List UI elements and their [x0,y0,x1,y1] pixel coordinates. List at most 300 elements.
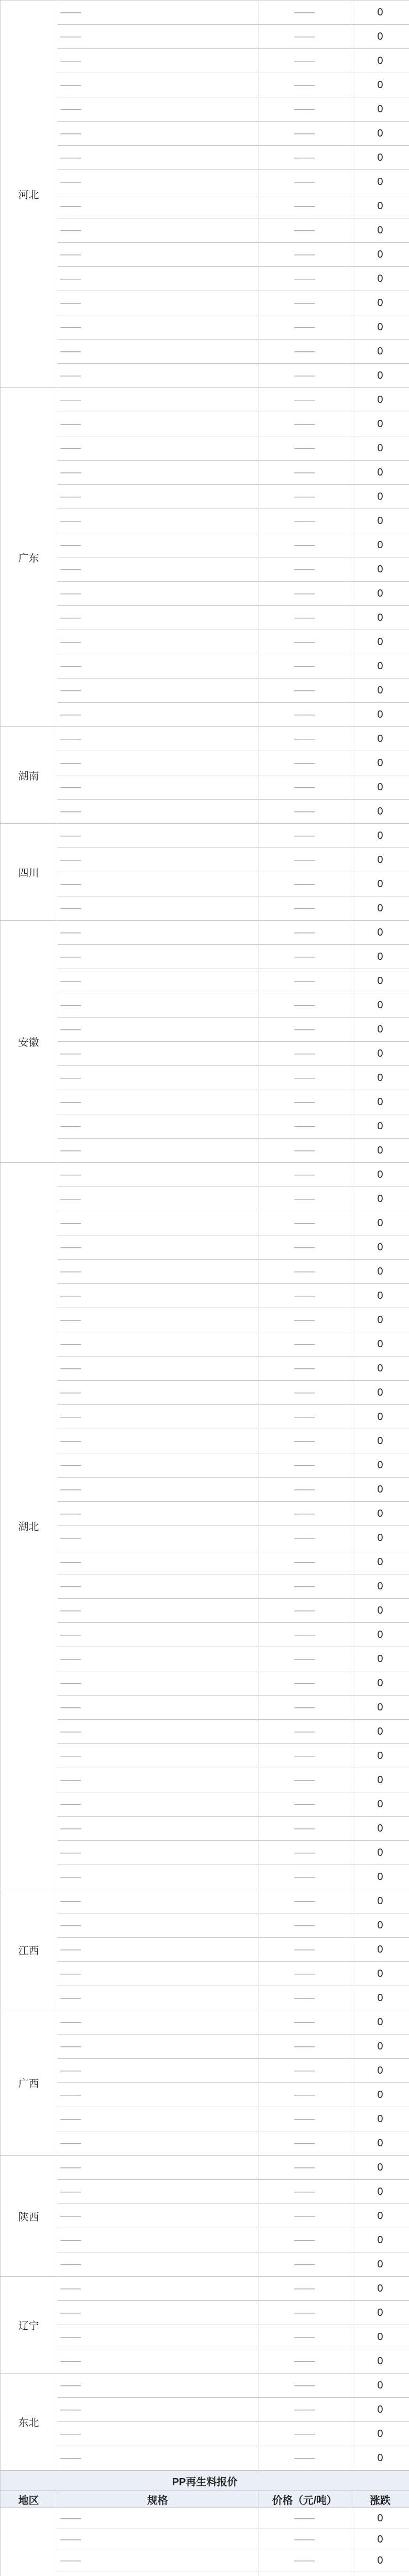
price-cell: —— [258,291,351,315]
product-name-cell: —— [57,2446,258,2470]
table-row [1,1599,409,1623]
price-cell: —— [258,1284,351,1308]
table-row [1,461,409,485]
product-name-cell: —— [57,1865,258,1889]
product-name-cell: —— [57,824,258,848]
price-cell: —— [258,921,351,945]
product-name-cell: —— [57,2059,258,2083]
product-name-cell: —— [57,2277,258,2301]
change-cell: 0 [351,1986,409,2010]
change-cell: 0 [351,1938,409,1962]
table-row [1,1744,409,1768]
product-name-cell: —— [57,1550,258,1574]
table-row [1,73,409,97]
price-cell: —— [258,146,351,170]
table-row [1,872,409,896]
product-name-cell: —— [57,73,258,97]
change-cell: 0 [351,2107,409,2131]
table-row [1,606,409,630]
product-name-cell: —— [57,2228,258,2252]
price-cell: —— [258,679,351,703]
product-name-cell: —— [57,1502,258,1526]
table-row [1,1260,409,1284]
change-cell: 0 [351,2398,409,2422]
change-cell: 0 [351,1332,409,1357]
change-cell: 0 [351,2550,409,2571]
product-name-cell: —— [57,436,258,461]
table-row [1,1574,409,1599]
change-cell: 0 [351,1405,409,1429]
table-row [1,291,409,315]
change-cell: 0 [351,1042,409,1066]
change-cell: 0 [351,2228,409,2252]
change-cell: 0 [351,1090,409,1114]
table-row [1,170,409,194]
product-name-cell: —— [57,2107,258,2131]
price-cell: —— [258,2131,351,2156]
product-name-cell: —— [57,1332,258,1357]
table-row [1,2107,409,2131]
table-row [1,1284,409,1308]
table-row [1,194,409,218]
pp-price-table [0,2470,409,2576]
table-row [1,2446,409,2470]
change-cell: 0 [351,921,409,945]
table-row [1,1550,409,1574]
product-name-cell: —— [57,1405,258,1429]
price-cell: —— [258,2550,351,2571]
table-row [1,582,409,606]
table-row [1,1671,409,1696]
change-cell: 0 [351,606,409,630]
product-name-cell: —— [57,2083,258,2107]
price-cell: —— [258,2204,351,2228]
change-cell: 0 [351,969,409,993]
table-row [1,2252,409,2277]
product-name-cell: —— [57,679,258,703]
table-row [1,412,409,436]
table-row [1,2156,409,2180]
change-cell: 0 [351,1066,409,1090]
price-cell: —— [258,2446,351,2470]
price-cell: —— [258,1453,351,1478]
table-row [1,1938,409,1962]
change-cell: 0 [351,267,409,291]
table-row [1,1,409,25]
price-cell: —— [258,218,351,243]
product-name-cell: —— [57,1090,258,1114]
product-name-cell: —— [57,775,258,800]
table-row [1,993,409,1018]
header-change: 涨跌 [351,2491,409,2508]
table-row [1,2131,409,2156]
price-cell: —— [258,49,351,73]
table-row [1,1211,409,1235]
region-cell [1,2508,57,2576]
product-name-cell: —— [57,848,258,872]
price-cell: —— [258,1647,351,1671]
table-row [1,969,409,993]
table-row [1,1090,409,1114]
change-cell: 0 [351,25,409,49]
product-name-cell: —— [57,97,258,122]
change-cell [351,2571,409,2576]
product-name-cell: —— [57,146,258,170]
price-cell: —— [258,1405,351,1429]
pp-section-title: PP再生料报价 [1,2471,409,2491]
price-cell: —— [258,315,351,340]
product-name-cell: —— [57,1938,258,1962]
product-name-cell: —— [57,388,258,412]
table-row [1,1623,409,1647]
table-row [1,1841,409,1865]
product-name-cell: —— [57,1211,258,1235]
price-cell: —— [258,340,351,364]
change-cell: 0 [351,1163,409,1187]
product-name-cell: —— [57,872,258,896]
table-row [1,122,409,146]
table-row [1,557,409,582]
table-row [1,243,409,267]
change-cell: 0 [351,800,409,824]
product-name-cell: —— [57,364,258,388]
price-cell: —— [258,2010,351,2035]
price-cell: —— [258,1550,351,1574]
table-row [1,2398,409,2422]
price-cell: —— [258,25,351,49]
table-row [1,630,409,654]
region-cell: 河北 [1,1,57,388]
product-name-cell: —— [57,1,258,25]
product-name-cell: —— [57,509,258,533]
price-cell: —— [258,1696,351,1720]
change-cell: 0 [351,1114,409,1139]
change-cell: 0 [351,1671,409,1696]
price-cell: —— [258,388,351,412]
price-cell: —— [258,1,351,25]
region-cell: 江西 [1,1889,57,2010]
table-row [1,848,409,872]
change-cell: 0 [351,2083,409,2107]
product-name-cell: —— [57,461,258,485]
change-cell: 0 [351,1744,409,1768]
table-row [1,1502,409,1526]
price-cell: —— [258,1817,351,1841]
region-cell: 广东 [1,388,57,727]
change-cell: 0 [351,436,409,461]
change-cell: 0 [351,1623,409,1647]
price-cell: —— [258,848,351,872]
price-cell: —— [258,1235,351,1260]
table-row [1,1696,409,1720]
table-row [1,1066,409,1090]
table-row [1,679,409,703]
price-cell: —— [258,2059,351,2083]
table-row [1,1986,409,2010]
price-cell: —— [258,1623,351,1647]
change-cell: 0 [351,1962,409,1986]
table-row [1,1018,409,1042]
product-name-cell: —— [57,1453,258,1478]
table-row [1,1405,409,1429]
change-cell: 0 [351,1841,409,1865]
price-cell: —— [258,800,351,824]
table-row [1,2228,409,2252]
product-name-cell: —— [57,243,258,267]
change-cell: 0 [351,1284,409,1308]
price-cell: —— [258,436,351,461]
price-cell: —— [258,1962,351,1986]
change-cell: 0 [351,2301,409,2325]
product-name-cell: —— [57,194,258,218]
price-cell: —— [258,1114,351,1139]
price-cell: —— [258,945,351,969]
table-row [1,1478,409,1502]
price-cell: —— [258,73,351,97]
region-cell: 陕西 [1,2156,57,2277]
price-cell: —— [258,1357,351,1381]
price-cell: —— [258,1139,351,1163]
product-name-cell: —— [57,485,258,509]
change-cell: 0 [351,557,409,582]
change-cell: 0 [351,2349,409,2374]
region-cell: 广西 [1,2010,57,2156]
product-name-cell: —— [57,2374,258,2398]
price-cell: —— [258,1018,351,1042]
change-cell: 0 [351,509,409,533]
change-cell: 0 [351,461,409,485]
change-cell: 0 [351,533,409,557]
price-cell: —— [258,1744,351,1768]
change-cell: 0 [351,1696,409,1720]
change-cell: 0 [351,1889,409,1913]
table-row [1,1817,409,1841]
price-cell: —— [258,2035,351,2059]
change-cell: 0 [351,2422,409,2446]
change-cell: 0 [351,1478,409,1502]
table-row [1,2550,409,2571]
table-row [1,1913,409,1938]
price-cell: —— [258,485,351,509]
product-name-cell: —— [57,1042,258,1066]
table-row [1,654,409,679]
table-row [1,340,409,364]
price-cell: —— [258,1986,351,2010]
table-row [1,1042,409,1066]
price-cell: —— [258,1938,351,1962]
product-name-cell: —— [57,170,258,194]
product-name-cell: —— [57,2349,258,2374]
product-name-cell: —— [57,2035,258,2059]
change-cell: 0 [351,654,409,679]
table-row [1,1429,409,1453]
table-row [1,315,409,340]
price-cell: —— [258,1913,351,1938]
table-row [1,1768,409,1792]
table-row [1,775,409,800]
product-name-cell: —— [57,2180,258,2204]
product-name-cell: —— [57,412,258,436]
price-cell: —— [258,2422,351,2446]
product-name-cell: —— [57,267,258,291]
change-cell: 0 [351,340,409,364]
change-cell: 0 [351,2131,409,2156]
table-row [1,436,409,461]
product-name-cell: —— [57,1696,258,1720]
table-row [1,49,409,73]
table-row [1,2204,409,2228]
table-row [1,1962,409,1986]
price-cell: —— [258,1599,351,1623]
product-name-cell [57,2571,258,2576]
change-cell: 0 [351,2059,409,2083]
price-cell: —— [258,2277,351,2301]
price-cell: —— [258,872,351,896]
product-name-cell: —— [57,533,258,557]
change-cell: 0 [351,1235,409,1260]
price-cell: —— [258,1381,351,1405]
product-name-cell: —— [57,2156,258,2180]
table-row [1,25,409,49]
table-row [1,1865,409,1889]
change-cell: 0 [351,1792,409,1817]
change-cell: 0 [351,1187,409,1211]
change-cell: 0 [351,1308,409,1332]
price-cell: —— [258,1841,351,1865]
price-cell: —— [258,969,351,993]
price-cell: —— [258,509,351,533]
product-name-cell: —— [57,2252,258,2277]
product-name-cell: —— [57,2529,258,2550]
change-cell: 0 [351,97,409,122]
price-cell: —— [258,1308,351,1332]
price-cell: —— [258,703,351,727]
product-name-cell: —— [57,2131,258,2156]
table-row [1,2277,409,2301]
table-row [1,1381,409,1405]
pp-header-row [1,2491,409,2508]
table-row [1,2374,409,2398]
change-cell: 0 [351,824,409,848]
product-name-cell: —— [57,703,258,727]
product-name-cell: —— [57,1986,258,2010]
price-cell: —— [258,2301,351,2325]
product-name-cell: —— [57,751,258,775]
price-cell: —— [258,170,351,194]
price-cell: —— [258,122,351,146]
product-name-cell: —— [57,654,258,679]
price-cell: —— [258,993,351,1018]
region-cell: 湖北 [1,1163,57,1889]
table-row [1,1187,409,1211]
change-cell: 0 [351,1599,409,1623]
change-cell: 0 [351,1211,409,1235]
price-cell: —— [258,1260,351,1284]
product-name-cell: —— [57,1018,258,1042]
table-row [1,1114,409,1139]
table-row [1,1647,409,1671]
change-cell: 0 [351,218,409,243]
change-cell: 0 [351,2010,409,2035]
change-cell: 0 [351,1817,409,1841]
price-cell: —— [258,364,351,388]
price-cell: —— [258,2156,351,2180]
header-spec: 规格 [57,2491,258,2508]
product-name-cell: —— [57,122,258,146]
price-cell: —— [258,267,351,291]
product-name-cell: —— [57,2301,258,2325]
change-cell: 0 [351,727,409,751]
price-cell: —— [258,2398,351,2422]
price-cell: —— [258,557,351,582]
region-cell: 安徽 [1,921,57,1163]
price-cell [258,2571,351,2576]
change-cell: 0 [351,896,409,921]
change-cell: 0 [351,679,409,703]
change-cell: 0 [351,1720,409,1744]
product-name-cell: —— [57,1913,258,1938]
change-cell: 0 [351,291,409,315]
product-name-cell: —— [57,1139,258,1163]
table-row [1,509,409,533]
price-cell: —— [258,896,351,921]
table-row [1,727,409,751]
price-cell: —— [258,606,351,630]
table-row [1,2508,409,2529]
product-name-cell: —— [57,993,258,1018]
table-row [1,364,409,388]
table-row [1,2083,409,2107]
product-name-cell: —— [57,1066,258,1090]
product-name-cell: —— [57,945,258,969]
change-cell: 0 [351,170,409,194]
table-row [1,2422,409,2446]
header-region: 地区 [1,2491,57,2508]
product-name-cell: —— [57,1792,258,1817]
product-name-cell: —— [57,315,258,340]
price-cell: —— [258,97,351,122]
table-row [1,218,409,243]
table-row [1,1163,409,1187]
change-cell: 0 [351,945,409,969]
product-name-cell: —— [57,1574,258,1599]
price-cell: —— [258,1671,351,1696]
change-cell: 0 [351,2277,409,2301]
product-name-cell: —— [57,1478,258,1502]
table-row [1,1453,409,1478]
price-cell: —— [258,1332,351,1357]
price-cell: —— [258,2325,351,2349]
product-name-cell: —— [57,1526,258,1550]
price-cell: —— [258,1478,351,1502]
change-cell: 0 [351,1502,409,1526]
pe-price-table-body [1,1,409,2470]
change-cell: 0 [351,2156,409,2180]
table-row [1,2349,409,2374]
table-row [1,1526,409,1550]
change-cell: 0 [351,388,409,412]
product-name-cell: —— [57,1235,258,1260]
region-cell: 辽宁 [1,2277,57,2374]
price-cell: —— [258,1187,351,1211]
price-cell: —— [258,751,351,775]
product-name-cell: —— [57,340,258,364]
table-row [1,146,409,170]
product-name-cell: —— [57,1429,258,1453]
price-cell: —— [258,2252,351,2277]
product-name-cell: —— [57,1284,258,1308]
table-row [1,1332,409,1357]
